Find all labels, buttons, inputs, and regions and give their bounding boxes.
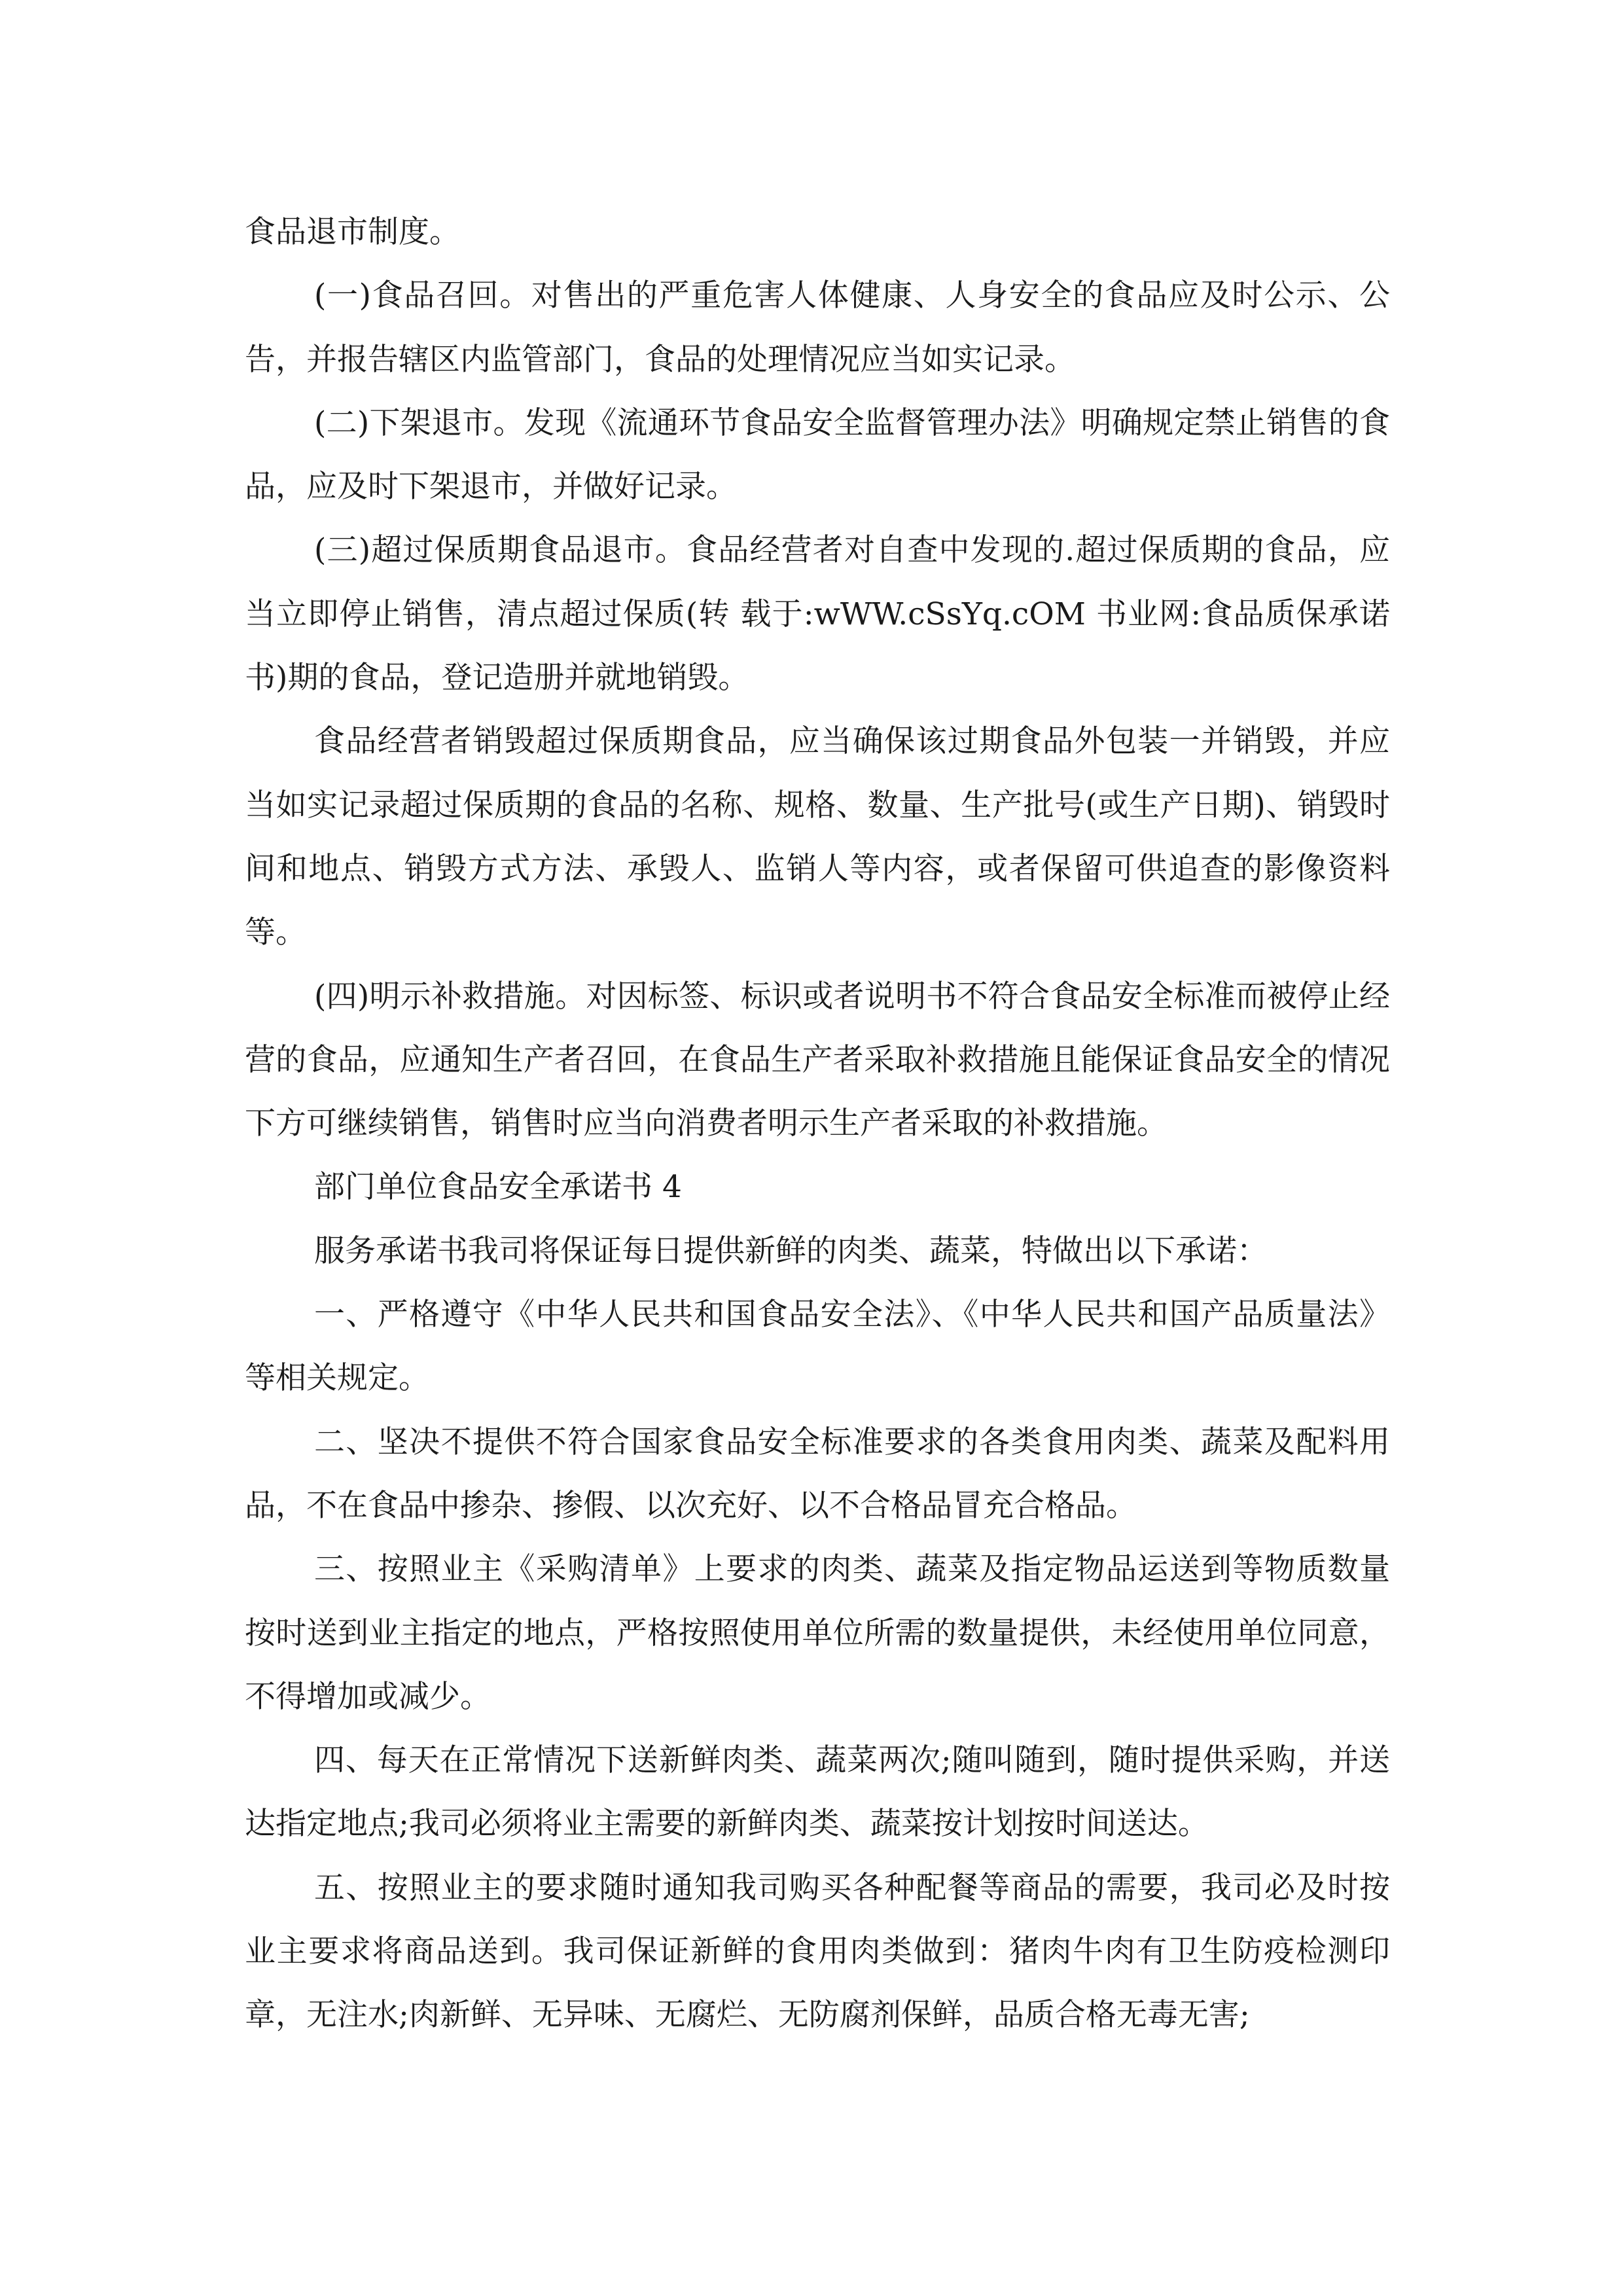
paragraph-12: 四、每天在正常情况下送新鲜肉类、蔬菜两次;随叫随到，随时提供采购，并送达指定地点;我司必须将业主需要的新鲜肉类、蔬菜按计划按时间送达。: [245, 1742, 1390, 1842]
document-body: [245, 200, 1390, 2047]
paragraph-13: 五、按照业主的要求随时通知我司购买各种配餐等商品的需要，我司必及时按业主要求将商品送到。我司保证新鲜的食用肉类做到：猪肉牛肉有卫生防疫检测印章，无注水;肉新鲜、无异味、无腐烂、无防腐剂保鲜，品质合格无毒无害;: [245, 1869, 1390, 2034]
paragraph-6: (四)明示补救措施。对因标签、标识或者说明书不符合食品安全标准而被停止经营的食品，应通知生产者召回，在食品生产者采取补救措施且能保证食品安全的情况下方可继续销售，销售时应当向消费者明示生产者采取的补救措施。: [245, 978, 1390, 1142]
paragraph-2: (一)食品召回。对售出的严重危害人体健康、人身安全的食品应及时公示、公告，并报告辖区内监管部门，食品的处理情况应当如实记录。: [245, 278, 1390, 378]
section-heading: 部门单位食品安全承诺书 4: [314, 1169, 682, 1206]
paragraph-10: 二、坚决不提供不符合国家食品安全标准要求的各类食用肉类、蔬菜及配料用品，不在食品中掺杂、掺假、以次充好、以不合格品冒充合格品。: [245, 1424, 1390, 1524]
paragraph-11: 三、按照业主《采购清单》上要求的肉类、蔬菜及指定物品运送到等物质数量按时送到业主指定的地点，严格按照使用单位所需的数量提供，未经使用单位同意，不得增加或减少。: [245, 1551, 1390, 1715]
paragraph-4: (三)超过保质期食品退市。食品经营者对自查中发现的.超过保质期的食品，应当立即停止销售，清点超过保质(转 载于:wWW.cSsYq.cOM 书业网:食品质保承诺书)期的食品，登记造册并就地销毁。: [245, 532, 1390, 696]
paragraph-8: 服务承诺书我司将保证每日提供新鲜的肉类、蔬菜，特做出以下承诺：: [314, 1232, 1268, 1269]
paragraph-9: 一、严格遵守《中华人民共和国食品安全法》、《中华人民共和国产品质量法》等相关规定。: [245, 1297, 1390, 1397]
paragraph-1: 食品退市制度。: [245, 214, 460, 250]
paragraph-3: (二)下架退市。发现《流通环节食品安全监督管理办法》明确规定禁止销售的食品，应及时下架退市，并做好记录。: [245, 404, 1390, 505]
paragraph-5: 食品经营者销毁超过保质期食品，应当确保该过期食品外包装一并销毁，并应当如实记录超过保质期的食品的名称、规格、数量、生产批号(或生产日期)、销毁时间和地点、销毁方式方法、承毁人、监销人等内容，或者保留可供追查的影像资料等。: [245, 723, 1390, 951]
